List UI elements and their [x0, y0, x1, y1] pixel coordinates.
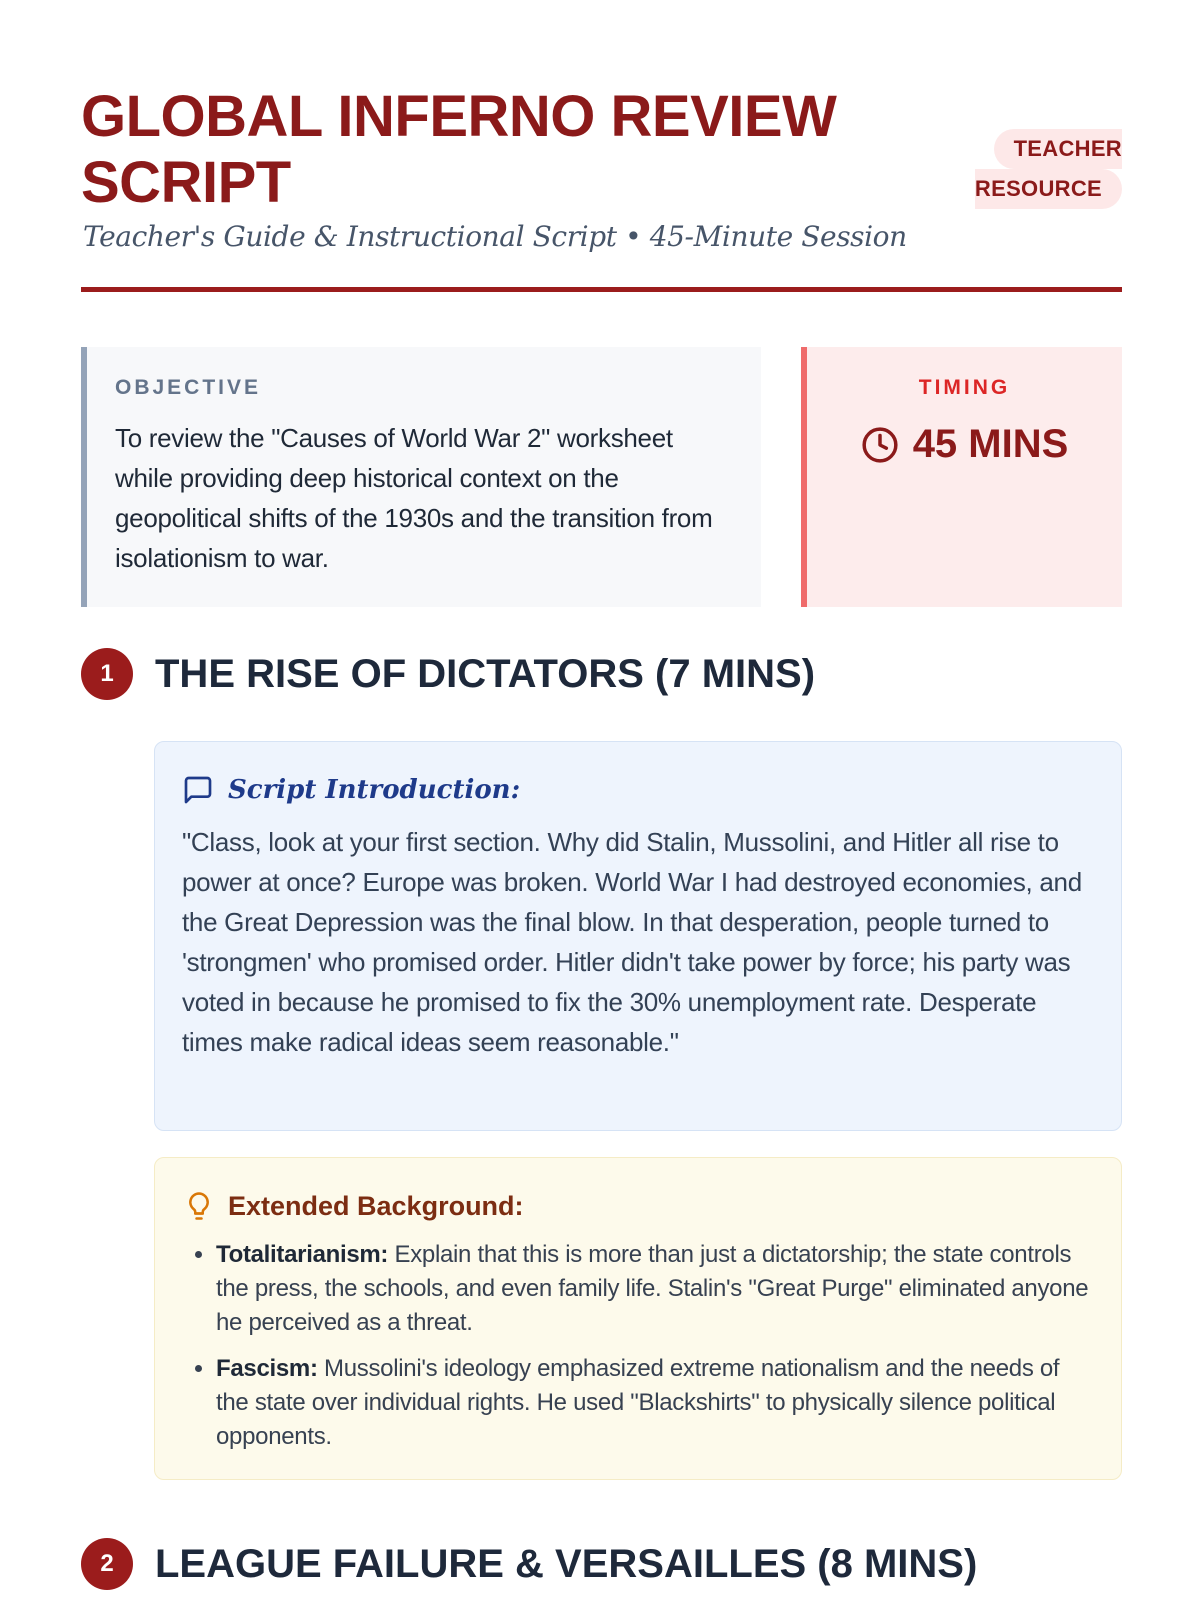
list-item: [216, 1352, 1095, 1454]
extended-background-box: [154, 1157, 1122, 1480]
script-introduction-header: [182, 774, 1095, 806]
section-number-badge: 2: [81, 1538, 133, 1590]
timing-value-row: [807, 422, 1122, 467]
list-item-term: Totalitarianism:: [216, 1241, 389, 1268]
list-item: [216, 1238, 1095, 1340]
page-title: GLOBAL INFERNO REVIEW SCRIPT: [81, 84, 837, 215]
script-introduction-text: "Class, look at your first section. Why did Stalin, Mussolini, and Hitler all rise to power at once? Europe was broken. World War I had destroyed economies, and the Great Depression was the final blow. In that desperation, people turned to 'strongmen' who promised order. Hitler didn't take power by force; his party was voted in because he promised to fix the 30% unemployment rate. Desperate times make radical ideas seem reasonable.": [182, 827, 1082, 1057]
extended-background-header: [184, 1190, 1095, 1222]
objective-card: [81, 347, 761, 607]
objective-label: OBJECTIVE: [115, 376, 262, 399]
timing-card: [801, 347, 1122, 607]
script-introduction-box: [154, 741, 1122, 1131]
speech-bubble-icon: [182, 774, 214, 806]
header: [81, 0, 1122, 300]
script-introduction-label: Script Introduction:: [228, 775, 521, 805]
header-divider: [81, 287, 1122, 292]
clock-icon: [861, 426, 899, 464]
badge-line-1: TEACHER: [994, 129, 1122, 169]
page: [81, 0, 1122, 1586]
objective-text: To review the "Causes of World War 2" worksheet while providing deep historical context on the geopolitical shifts of the 1930s and the transition from isolationism to war.: [115, 423, 713, 573]
badge-line-2: RESOURCE: [975, 169, 1122, 209]
background-list: [184, 1238, 1095, 1454]
timing-value: 45 MINS: [912, 422, 1069, 466]
extended-background-label: Extended Background:: [228, 1190, 524, 1221]
timing-label: TIMING: [918, 376, 1011, 399]
page-subtitle: Teacher's Guide & Instructional Script • 45-Minute Session: [83, 220, 907, 253]
section-2-header: [81, 1538, 977, 1590]
lightbulb-icon: [184, 1190, 214, 1222]
list-item-text: Explain that this is more than just a dictatorship; the state controls the press, the schools, and even family life. Stalin's "Great Purge" eliminated anyone he perceived as a threat.: [216, 1241, 1089, 1336]
section-number-badge: 1: [81, 648, 133, 700]
section-title: THE RISE OF DICTATORS (7 MINS): [155, 651, 816, 696]
list-item-term: Fascism:: [216, 1355, 318, 1382]
section-title: LEAGUE FAILURE & VERSAILLES (8 MINS): [155, 1541, 978, 1586]
list-item-text: Mussolini's ideology emphasized extreme nationalism and the needs of the state over individual rights. He used "Blackshirts" to physically silence political opponents.: [216, 1355, 1060, 1450]
teacher-resource-badge: [975, 129, 1122, 209]
section-1-header: [81, 648, 815, 700]
